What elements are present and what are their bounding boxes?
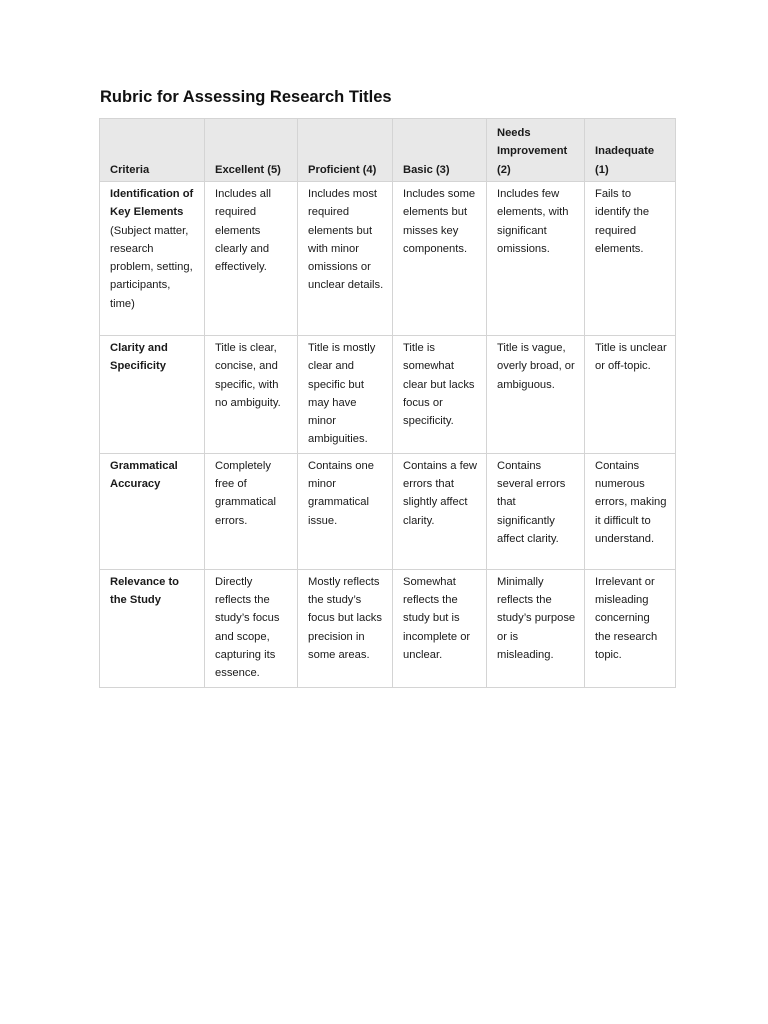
table-header	[100, 119, 676, 182]
rubric-table	[99, 118, 676, 688]
rating-cell: Title is vague, overly broad, or ambiguous.	[487, 336, 585, 454]
page-title: Rubric for Assessing Research Titles	[100, 88, 392, 106]
rating-cell: Contains several errors that significantly affect clarity.	[487, 453, 585, 569]
rating-cell: Fails to identify the required elements.	[585, 182, 676, 336]
rating-cell: Title is somewhat clear but lacks focus or specificity.	[393, 336, 487, 454]
header-excellent: Excellent (5)	[205, 119, 298, 182]
header-criteria: Criteria	[100, 119, 205, 182]
table-row	[100, 336, 676, 454]
rating-cell: Includes few elements, with significant omissions.	[487, 182, 585, 336]
criterion-name: Grammatical Accuracy	[110, 459, 178, 491]
criterion-cell	[100, 182, 205, 336]
header-proficient: Proficient (4)	[298, 119, 393, 182]
rating-cell: Title is mostly clear and specific but may have minor ambiguities.	[298, 336, 393, 454]
criterion-cell	[100, 336, 205, 454]
rating-cell: Completely free of grammatical errors.	[205, 453, 298, 569]
rating-cell: Irrelevant or misleading concerning the research topic.	[585, 569, 676, 687]
rating-cell: Contains a few errors that slightly affect clarity.	[393, 453, 487, 569]
criterion-detail: (Subject matter, research problem, setting, participants, time)	[110, 224, 193, 310]
rating-cell: Mostly reflects the study’s focus but lacks precision in some areas.	[298, 569, 393, 687]
criterion-name: Identification of Key Elements	[110, 188, 194, 219]
rating-cell: Directly reflects the study’s focus and scope, capturing its essence.	[205, 569, 298, 687]
rating-cell: Includes some elements but misses key components.	[393, 182, 487, 336]
rating-cell: Minimally reflects the study’s purpose or is misleading.	[487, 569, 585, 687]
table-row	[100, 453, 676, 569]
table-row	[100, 182, 676, 336]
rating-cell: Includes most required elements but with minor omissions or unclear details.	[298, 182, 393, 336]
header-basic: Basic (3)	[393, 119, 487, 182]
rating-cell: Contains numerous errors, making it difficult to understand.	[585, 453, 676, 569]
criterion-name: Relevance to the Study	[110, 575, 180, 607]
criterion-cell	[100, 453, 205, 569]
rating-cell: Contains one minor grammatical issue.	[298, 453, 393, 569]
rating-cell: Title is unclear or off-topic.	[585, 336, 676, 454]
rating-cell: Title is clear, concise, and specific, with no ambiguity.	[205, 336, 298, 454]
header-needs-improvement: Needs Improvement (2)	[487, 119, 585, 182]
criterion-name: Clarity and Specificity	[110, 342, 168, 373]
criterion-cell	[100, 569, 205, 687]
header-inadequate: Inadequate (1)	[585, 119, 676, 182]
rating-cell: Includes all required elements clearly and effectively.	[205, 182, 298, 336]
table-row	[100, 569, 676, 687]
rating-cell: Somewhat reflects the study but is incomplete or unclear.	[393, 569, 487, 687]
